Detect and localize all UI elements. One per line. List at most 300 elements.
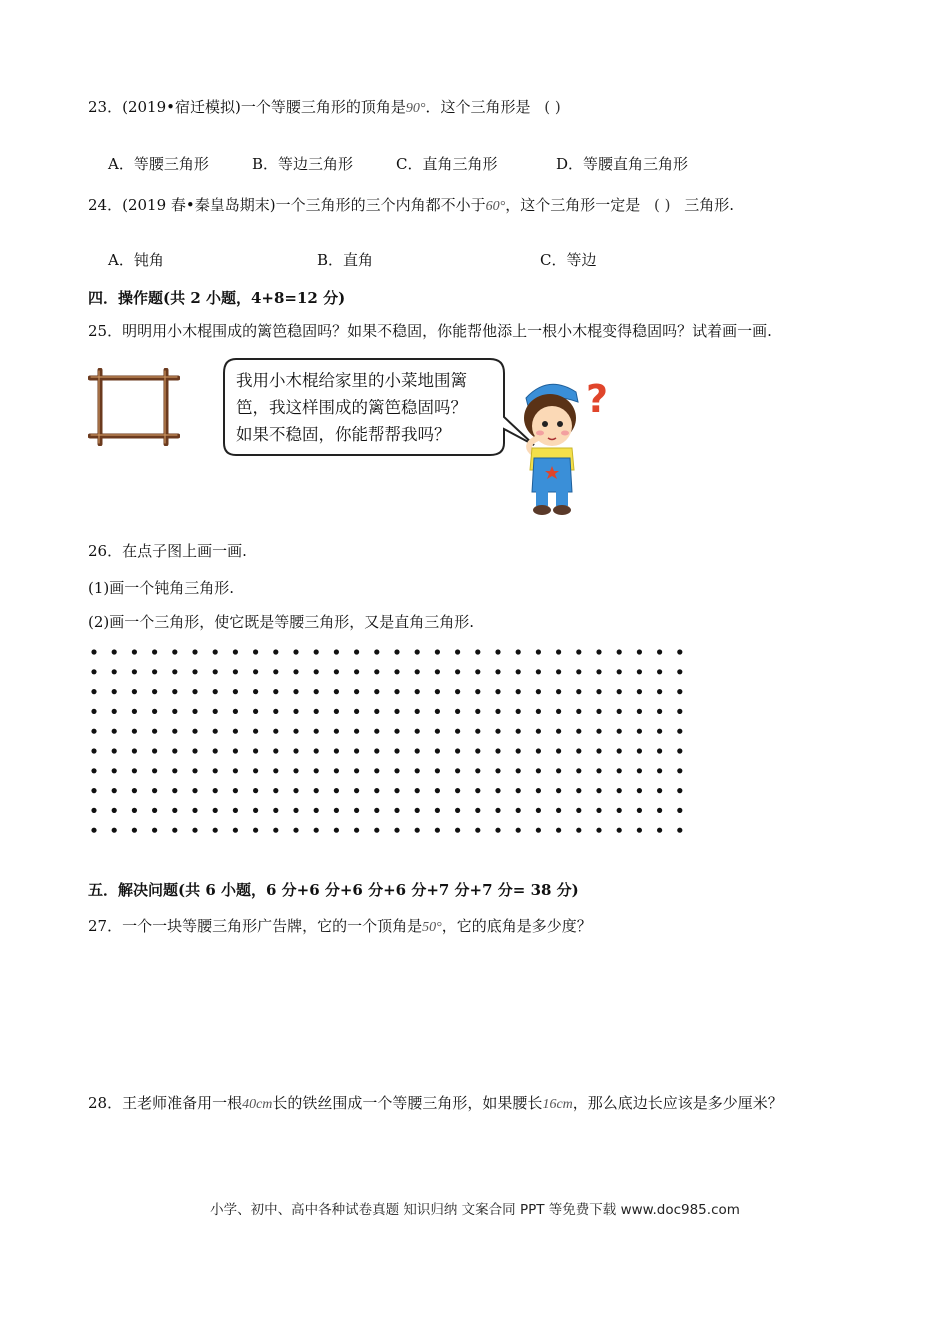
grid-dot[interactable]: [637, 748, 642, 753]
grid-dot[interactable]: [495, 729, 500, 734]
grid-dot[interactable]: [394, 709, 399, 714]
grid-dot[interactable]: [112, 649, 117, 654]
grid-dot[interactable]: [192, 729, 197, 734]
grid-dot[interactable]: [495, 808, 500, 813]
grid-dot[interactable]: [435, 768, 440, 773]
grid-dot[interactable]: [455, 768, 460, 773]
grid-dot[interactable]: [132, 748, 137, 753]
grid-dot[interactable]: [576, 788, 581, 793]
q24-answer-blank[interactable]: ( ): [653, 196, 671, 214]
grid-dot[interactable]: [576, 729, 581, 734]
grid-dot[interactable]: [556, 768, 561, 773]
grid-dot[interactable]: [374, 828, 379, 833]
grid-dot[interactable]: [213, 669, 218, 674]
grid-dot[interactable]: [354, 828, 359, 833]
grid-dot[interactable]: [172, 788, 177, 793]
grid-dot[interactable]: [495, 788, 500, 793]
grid-dot[interactable]: [273, 729, 278, 734]
grid-dot[interactable]: [394, 649, 399, 654]
grid-dot[interactable]: [172, 669, 177, 674]
grid-dot[interactable]: [475, 828, 480, 833]
grid-dot[interactable]: [657, 828, 662, 833]
grid-dot[interactable]: [233, 729, 238, 734]
grid-dot[interactable]: [293, 689, 298, 694]
grid-dot[interactable]: [415, 808, 420, 813]
grid-dot[interactable]: [213, 788, 218, 793]
grid-dot[interactable]: [576, 808, 581, 813]
grid-dot[interactable]: [596, 808, 601, 813]
grid-dot[interactable]: [334, 808, 339, 813]
grid-dot[interactable]: [536, 828, 541, 833]
grid-dot[interactable]: [415, 669, 420, 674]
grid-dot[interactable]: [536, 689, 541, 694]
grid-dot[interactable]: [132, 729, 137, 734]
grid-dot[interactable]: [91, 748, 96, 753]
dot-grid[interactable]: [84, 640, 690, 840]
grid-dot[interactable]: [435, 808, 440, 813]
grid-dot[interactable]: [455, 788, 460, 793]
grid-dot[interactable]: [233, 709, 238, 714]
grid-dot[interactable]: [475, 788, 480, 793]
grid-dot[interactable]: [596, 748, 601, 753]
grid-dot[interactable]: [576, 768, 581, 773]
grid-dot[interactable]: [495, 748, 500, 753]
grid-dot[interactable]: [657, 808, 662, 813]
grid-dot[interactable]: [516, 729, 521, 734]
grid-dot[interactable]: [495, 689, 500, 694]
grid-dot[interactable]: [374, 768, 379, 773]
grid-dot[interactable]: [334, 709, 339, 714]
grid-dot[interactable]: [213, 748, 218, 753]
grid-dot[interactable]: [374, 649, 379, 654]
grid-dot[interactable]: [293, 709, 298, 714]
grid-dot[interactable]: [415, 828, 420, 833]
grid-dot[interactable]: [91, 669, 96, 674]
grid-dot[interactable]: [112, 768, 117, 773]
grid-dot[interactable]: [435, 649, 440, 654]
grid-dot[interactable]: [152, 828, 157, 833]
grid-dot[interactable]: [354, 788, 359, 793]
grid-dot[interactable]: [172, 748, 177, 753]
grid-dot[interactable]: [152, 748, 157, 753]
grid-dot[interactable]: [112, 709, 117, 714]
grid-dot[interactable]: [354, 709, 359, 714]
grid-dot[interactable]: [334, 649, 339, 654]
grid-dot[interactable]: [576, 689, 581, 694]
grid-dot[interactable]: [536, 788, 541, 793]
grid-dot[interactable]: [253, 808, 258, 813]
grid-dot[interactable]: [132, 669, 137, 674]
grid-dot[interactable]: [617, 709, 622, 714]
grid-dot[interactable]: [516, 768, 521, 773]
grid-dot[interactable]: [334, 689, 339, 694]
grid-dot[interactable]: [455, 729, 460, 734]
grid-dot[interactable]: [536, 709, 541, 714]
grid-dot[interactable]: [637, 828, 642, 833]
grid-dot[interactable]: [617, 788, 622, 793]
grid-dot[interactable]: [354, 768, 359, 773]
grid-dot[interactable]: [354, 689, 359, 694]
grid-dot[interactable]: [213, 808, 218, 813]
grid-dot[interactable]: [536, 729, 541, 734]
grid-dot[interactable]: [334, 788, 339, 793]
grid-dot[interactable]: [192, 748, 197, 753]
grid-dot[interactable]: [374, 748, 379, 753]
grid-dot[interactable]: [172, 709, 177, 714]
grid-dot[interactable]: [314, 748, 319, 753]
grid-dot[interactable]: [192, 828, 197, 833]
grid-dot[interactable]: [596, 649, 601, 654]
grid-dot[interactable]: [314, 808, 319, 813]
grid-dot[interactable]: [172, 649, 177, 654]
grid-dot[interactable]: [637, 669, 642, 674]
grid-dot[interactable]: [314, 709, 319, 714]
grid-dot[interactable]: [293, 808, 298, 813]
q23-option-d[interactable]: D．等腰直角三角形: [556, 155, 689, 173]
grid-dot[interactable]: [556, 828, 561, 833]
grid-dot[interactable]: [273, 709, 278, 714]
grid-dot[interactable]: [516, 689, 521, 694]
grid-dot[interactable]: [617, 669, 622, 674]
grid-dot[interactable]: [596, 689, 601, 694]
grid-dot[interactable]: [657, 709, 662, 714]
grid-dot[interactable]: [314, 788, 319, 793]
grid-dot[interactable]: [253, 788, 258, 793]
grid-dot[interactable]: [112, 669, 117, 674]
grid-dot[interactable]: [435, 828, 440, 833]
grid-dot[interactable]: [415, 689, 420, 694]
grid-dot[interactable]: [374, 788, 379, 793]
grid-dot[interactable]: [596, 768, 601, 773]
grid-dot[interactable]: [617, 748, 622, 753]
grid-dot[interactable]: [596, 669, 601, 674]
grid-dot[interactable]: [435, 748, 440, 753]
grid-dot[interactable]: [152, 808, 157, 813]
grid-dot[interactable]: [536, 669, 541, 674]
grid-dot[interactable]: [314, 649, 319, 654]
grid-dot[interactable]: [435, 729, 440, 734]
grid-dot[interactable]: [192, 649, 197, 654]
grid-dot[interactable]: [637, 808, 642, 813]
grid-dot[interactable]: [556, 748, 561, 753]
grid-dot[interactable]: [293, 748, 298, 753]
grid-dot[interactable]: [556, 649, 561, 654]
grid-dot[interactable]: [475, 709, 480, 714]
grid-dot[interactable]: [91, 768, 96, 773]
grid-dot[interactable]: [112, 788, 117, 793]
grid-dot[interactable]: [617, 808, 622, 813]
grid-dot[interactable]: [253, 748, 258, 753]
grid-dot[interactable]: [576, 709, 581, 714]
grid-dot[interactable]: [637, 788, 642, 793]
grid-dot[interactable]: [677, 748, 682, 753]
grid-dot[interactable]: [273, 669, 278, 674]
grid-dot[interactable]: [293, 649, 298, 654]
grid-dot[interactable]: [354, 808, 359, 813]
grid-dot[interactable]: [495, 649, 500, 654]
grid-dot[interactable]: [617, 729, 622, 734]
grid-dot[interactable]: [172, 689, 177, 694]
grid-dot[interactable]: [253, 709, 258, 714]
grid-dot[interactable]: [657, 788, 662, 793]
grid-dot[interactable]: [596, 788, 601, 793]
grid-dot[interactable]: [334, 729, 339, 734]
grid-dot[interactable]: [253, 689, 258, 694]
grid-dot[interactable]: [213, 689, 218, 694]
grid-dot[interactable]: [91, 788, 96, 793]
grid-dot[interactable]: [213, 709, 218, 714]
grid-dot[interactable]: [677, 808, 682, 813]
grid-dot[interactable]: [677, 649, 682, 654]
grid-dot[interactable]: [516, 748, 521, 753]
grid-dot[interactable]: [293, 768, 298, 773]
grid-dot[interactable]: [293, 669, 298, 674]
grid-dot[interactable]: [273, 748, 278, 753]
q24-option-b[interactable]: B．直角: [317, 251, 374, 269]
grid-dot[interactable]: [556, 669, 561, 674]
grid-dot[interactable]: [152, 729, 157, 734]
grid-dot[interactable]: [637, 729, 642, 734]
grid-dot[interactable]: [435, 709, 440, 714]
grid-dot[interactable]: [91, 709, 96, 714]
grid-dot[interactable]: [394, 808, 399, 813]
grid-dot[interactable]: [394, 729, 399, 734]
grid-dot[interactable]: [152, 768, 157, 773]
grid-dot[interactable]: [536, 649, 541, 654]
q24-option-c[interactable]: C．等边: [540, 251, 597, 269]
grid-dot[interactable]: [657, 649, 662, 654]
grid-dot[interactable]: [293, 788, 298, 793]
grid-dot[interactable]: [132, 649, 137, 654]
grid-dot[interactable]: [152, 689, 157, 694]
grid-dot[interactable]: [253, 649, 258, 654]
grid-dot[interactable]: [495, 669, 500, 674]
grid-dot[interactable]: [536, 808, 541, 813]
grid-dot[interactable]: [152, 709, 157, 714]
grid-dot[interactable]: [415, 649, 420, 654]
grid-dot[interactable]: [455, 709, 460, 714]
grid-dot[interactable]: [475, 649, 480, 654]
grid-dot[interactable]: [273, 768, 278, 773]
grid-dot[interactable]: [394, 748, 399, 753]
grid-dot[interactable]: [374, 729, 379, 734]
grid-dot[interactable]: [354, 649, 359, 654]
grid-dot[interactable]: [233, 768, 238, 773]
grid-dot[interactable]: [314, 669, 319, 674]
grid-dot[interactable]: [394, 828, 399, 833]
grid-dot[interactable]: [415, 768, 420, 773]
grid-dot[interactable]: [314, 689, 319, 694]
grid-dot[interactable]: [495, 828, 500, 833]
grid-dot[interactable]: [213, 729, 218, 734]
grid-dot[interactable]: [293, 828, 298, 833]
grid-dot[interactable]: [596, 729, 601, 734]
grid-dot[interactable]: [415, 788, 420, 793]
grid-dot[interactable]: [192, 689, 197, 694]
grid-dot[interactable]: [233, 828, 238, 833]
grid-dot[interactable]: [192, 709, 197, 714]
grid-dot[interactable]: [394, 788, 399, 793]
grid-dot[interactable]: [91, 689, 96, 694]
grid-dot[interactable]: [415, 709, 420, 714]
grid-dot[interactable]: [334, 828, 339, 833]
grid-dot[interactable]: [172, 808, 177, 813]
grid-dot[interactable]: [576, 748, 581, 753]
grid-dot[interactable]: [556, 788, 561, 793]
grid-dot[interactable]: [455, 689, 460, 694]
grid-dot[interactable]: [334, 748, 339, 753]
grid-dot[interactable]: [192, 768, 197, 773]
grid-dot[interactable]: [273, 689, 278, 694]
grid-dot[interactable]: [314, 768, 319, 773]
grid-dot[interactable]: [132, 768, 137, 773]
grid-dot[interactable]: [273, 788, 278, 793]
q23-option-c[interactable]: C．直角三角形: [396, 155, 498, 173]
grid-dot[interactable]: [556, 808, 561, 813]
grid-dot[interactable]: [132, 709, 137, 714]
grid-dot[interactable]: [91, 649, 96, 654]
grid-dot[interactable]: [576, 828, 581, 833]
grid-dot[interactable]: [536, 768, 541, 773]
grid-dot[interactable]: [233, 788, 238, 793]
q24-option-a[interactable]: A．钝角: [108, 251, 164, 269]
grid-dot[interactable]: [112, 748, 117, 753]
grid-dot[interactable]: [132, 788, 137, 793]
grid-dot[interactable]: [516, 788, 521, 793]
grid-dot[interactable]: [516, 669, 521, 674]
grid-dot[interactable]: [394, 689, 399, 694]
grid-dot[interactable]: [334, 768, 339, 773]
grid-dot[interactable]: [657, 689, 662, 694]
grid-dot[interactable]: [475, 729, 480, 734]
grid-dot[interactable]: [455, 748, 460, 753]
grid-dot[interactable]: [455, 669, 460, 674]
grid-dot[interactable]: [253, 828, 258, 833]
grid-dot[interactable]: [657, 768, 662, 773]
grid-dot[interactable]: [677, 768, 682, 773]
grid-dot[interactable]: [637, 689, 642, 694]
grid-dot[interactable]: [455, 649, 460, 654]
grid-dot[interactable]: [273, 828, 278, 833]
grid-dot[interactable]: [617, 689, 622, 694]
grid-dot[interactable]: [657, 729, 662, 734]
grid-dot[interactable]: [576, 649, 581, 654]
grid-dot[interactable]: [556, 729, 561, 734]
grid-dot[interactable]: [677, 689, 682, 694]
grid-dot[interactable]: [213, 828, 218, 833]
grid-dot[interactable]: [556, 709, 561, 714]
grid-dot[interactable]: [475, 689, 480, 694]
grid-dot[interactable]: [233, 669, 238, 674]
grid-dot[interactable]: [152, 788, 157, 793]
grid-dot[interactable]: [112, 808, 117, 813]
grid-dot[interactable]: [233, 649, 238, 654]
grid-dot[interactable]: [415, 748, 420, 753]
grid-dot[interactable]: [677, 788, 682, 793]
grid-dot[interactable]: [112, 689, 117, 694]
grid-dot[interactable]: [132, 689, 137, 694]
grid-dot[interactable]: [495, 768, 500, 773]
grid-dot[interactable]: [172, 768, 177, 773]
grid-dot[interactable]: [374, 709, 379, 714]
grid-dot[interactable]: [233, 689, 238, 694]
grid-dot[interactable]: [213, 768, 218, 773]
grid-dot[interactable]: [677, 709, 682, 714]
grid-dot[interactable]: [516, 828, 521, 833]
grid-dot[interactable]: [495, 709, 500, 714]
grid-dot[interactable]: [455, 828, 460, 833]
grid-dot[interactable]: [91, 808, 96, 813]
grid-dot[interactable]: [253, 768, 258, 773]
grid-dot[interactable]: [556, 689, 561, 694]
grid-dot[interactable]: [213, 649, 218, 654]
grid-dot[interactable]: [172, 729, 177, 734]
grid-dot[interactable]: [516, 808, 521, 813]
grid-dot[interactable]: [354, 748, 359, 753]
grid-dot[interactable]: [435, 788, 440, 793]
grid-dot[interactable]: [253, 729, 258, 734]
grid-dot[interactable]: [475, 768, 480, 773]
grid-dot[interactable]: [637, 768, 642, 773]
grid-dot[interactable]: [233, 808, 238, 813]
grid-dot[interactable]: [617, 828, 622, 833]
grid-dot[interactable]: [112, 828, 117, 833]
grid-dot[interactable]: [394, 768, 399, 773]
grid-dot[interactable]: [112, 729, 117, 734]
grid-dot[interactable]: [374, 808, 379, 813]
grid-dot[interactable]: [516, 709, 521, 714]
grid-dot[interactable]: [596, 709, 601, 714]
grid-dot[interactable]: [415, 729, 420, 734]
grid-dot[interactable]: [435, 669, 440, 674]
grid-dot[interactable]: [637, 709, 642, 714]
grid-dot[interactable]: [677, 669, 682, 674]
grid-dot[interactable]: [374, 689, 379, 694]
q23-option-b[interactable]: B．等边三角形: [252, 155, 354, 173]
grid-dot[interactable]: [455, 808, 460, 813]
grid-dot[interactable]: [152, 669, 157, 674]
grid-dot[interactable]: [617, 768, 622, 773]
grid-dot[interactable]: [516, 649, 521, 654]
grid-dot[interactable]: [677, 828, 682, 833]
grid-dot[interactable]: [354, 729, 359, 734]
grid-dot[interactable]: [152, 649, 157, 654]
grid-dot[interactable]: [576, 669, 581, 674]
grid-dot[interactable]: [637, 649, 642, 654]
grid-dot[interactable]: [253, 669, 258, 674]
grid-dot[interactable]: [334, 669, 339, 674]
grid-dot[interactable]: [354, 669, 359, 674]
q23-option-a[interactable]: A．等腰三角形: [108, 155, 209, 173]
grid-dot[interactable]: [475, 669, 480, 674]
grid-dot[interactable]: [91, 828, 96, 833]
grid-dot[interactable]: [172, 828, 177, 833]
grid-dot[interactable]: [192, 808, 197, 813]
grid-dot[interactable]: [314, 828, 319, 833]
grid-dot[interactable]: [617, 649, 622, 654]
q23-answer-blank[interactable]: ( ): [544, 98, 561, 116]
grid-dot[interactable]: [374, 669, 379, 674]
grid-dot[interactable]: [677, 729, 682, 734]
grid-dot[interactable]: [132, 828, 137, 833]
grid-dot[interactable]: [192, 788, 197, 793]
grid-dot[interactable]: [273, 808, 278, 813]
grid-dot[interactable]: [132, 808, 137, 813]
grid-dot[interactable]: [314, 729, 319, 734]
grid-dot[interactable]: [475, 748, 480, 753]
grid-dot[interactable]: [293, 729, 298, 734]
grid-dot[interactable]: [657, 669, 662, 674]
